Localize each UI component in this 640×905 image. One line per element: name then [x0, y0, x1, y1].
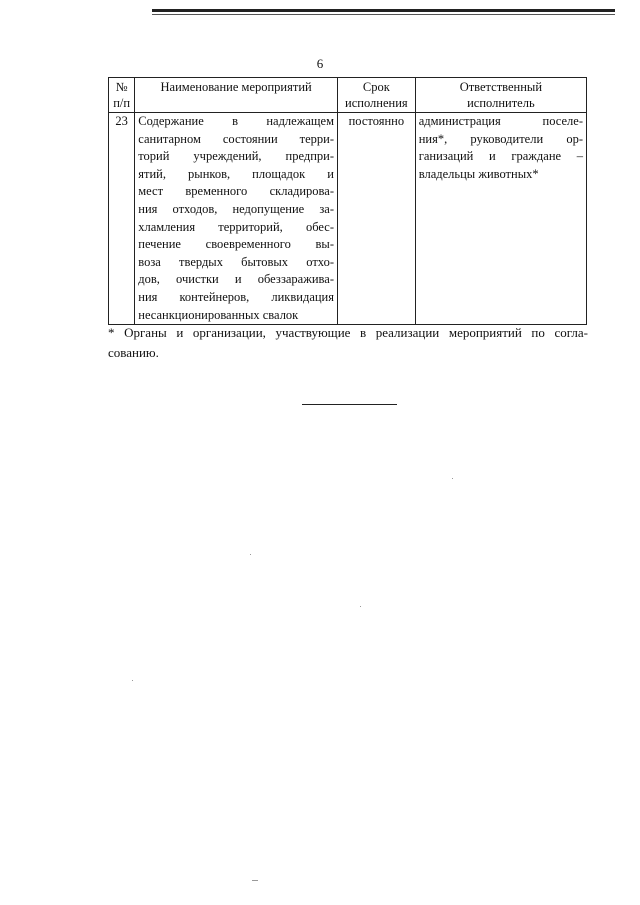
footnote-line: * Органы и организации, участвующие в реализации мероприятий по согла-	[108, 325, 588, 340]
scan-speck	[360, 606, 361, 607]
responsible-line: ганизаций и граждане –	[418, 149, 583, 164]
scan-speck	[250, 554, 251, 555]
row-measure-name	[135, 113, 338, 325]
measure-name-line: мест временного складирова-	[138, 184, 334, 199]
row-responsible	[415, 113, 586, 325]
measure-name-line: дов, очистки и обеззаражива-	[138, 272, 334, 287]
table-header-row	[109, 78, 587, 113]
header-rule-thick	[152, 9, 615, 12]
header-term	[338, 78, 416, 113]
responsible-line: администрация поселе-	[418, 114, 583, 128]
header-number	[109, 78, 135, 113]
measure-name-line: торий учреждений, предпри-	[138, 149, 334, 164]
footnote-line: сованию.	[108, 345, 159, 360]
measures-table	[108, 77, 587, 325]
measure-name-line: несанкционированных свалок	[138, 307, 299, 322]
scan-speck	[252, 880, 258, 881]
row-number: 23	[109, 113, 135, 325]
measure-name-line: воза твердых бытовых отхо-	[138, 254, 334, 269]
scan-speck	[452, 478, 453, 479]
responsible-line: ния*, руководители ор-	[418, 131, 583, 146]
header-responsible	[415, 78, 586, 113]
measure-name-line: Содержание в надлежащем	[138, 114, 334, 128]
footnote	[108, 323, 588, 363]
header-number-line-1: №	[115, 80, 128, 94]
scan-speck	[132, 680, 133, 681]
end-of-document-rule	[302, 404, 397, 405]
measure-name-line: ния контейнеров, ликвидация	[138, 289, 334, 304]
table-row	[109, 113, 587, 325]
page-number: 6	[316, 56, 324, 71]
row-term: постоянно	[338, 113, 416, 325]
header-term-line-1: Срок	[362, 80, 390, 94]
measure-name-line: хламления территорий, обес-	[138, 219, 334, 234]
measure-name-line: печение своевременного вы-	[138, 237, 334, 252]
header-name: Наименование мероприятий	[135, 78, 338, 113]
header-rule-thin	[152, 14, 615, 15]
measure-name-line: ния отходов, недопущение за-	[138, 201, 334, 216]
header-responsible-line-1: Ответственный	[459, 80, 543, 94]
header-responsible-line-2: исполнитель	[467, 96, 535, 110]
header-number-line-2: п/п	[113, 96, 131, 110]
measure-name-line: ятий, рынков, площадок и	[138, 166, 334, 181]
measure-name-line: санитарном состоянии терри-	[138, 131, 334, 146]
header-term-line-2: исполнения	[345, 96, 408, 110]
responsible-line: владельцы животных*	[418, 166, 539, 181]
